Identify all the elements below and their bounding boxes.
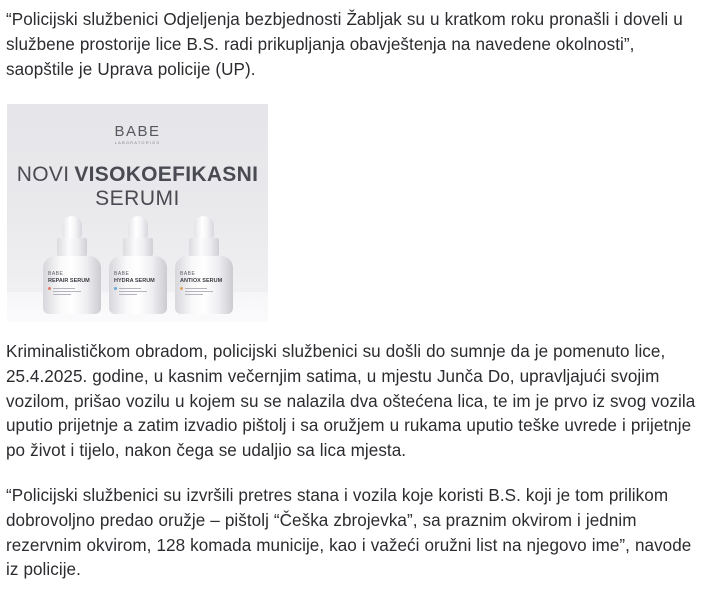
bottle-brand-label: BABE <box>180 271 196 277</box>
bottle-product-name: REPAIR SERUM <box>48 278 90 284</box>
bottle-fine-print <box>185 291 213 292</box>
bottle-fine-print <box>185 294 203 295</box>
ad-headline-light-word: NOVI <box>16 163 70 186</box>
article-paragraph-1: “Policijski službenici Odjeljenja bezbjednosti Žabljak su u kratkom roku pronašli i doveli u službene prostorije lice B.S. radi prikupljanja obavještenja na navedene okolnosti”, saopštile je Uprava policije (UP). <box>6 10 683 79</box>
ad-brand-subtitle: LABORATORIOS <box>114 140 161 145</box>
bottle-collar <box>189 238 219 256</box>
bottle-body <box>43 256 101 314</box>
bottle-fine-print <box>53 291 81 292</box>
ad-brand-logo: BABE <box>114 123 161 140</box>
bottle-body <box>175 256 233 314</box>
bottle-fine-print <box>53 294 71 295</box>
bottle-accent-dot <box>180 287 183 290</box>
bottle-accent-dot <box>114 287 117 290</box>
ad-headline-line-1 <box>7 164 268 186</box>
bottle-body <box>109 256 167 314</box>
ad-headline-bold-word: VISOKOEFIKASNI <box>74 163 259 186</box>
serum-advertisement-banner[interactable] <box>7 104 268 322</box>
bottle-accent-dot <box>48 287 51 290</box>
bottle-brand-label: BABE <box>114 271 130 277</box>
article-paragraph-2: Kriminalističkom obradom, policijski službenici su došli do sumnje da je pomenuto lice, 25.4.2025. godine, u kasnim večernjim satima, u mjestu Junča Do, upravljajući svojim vozilom, prišao vozilu u kojem su se nalazila dva oštećena lica, te im je prvo iz svog vozila uputio prijetnje a zatim izvadio pištolj i sa oružjem u rukama uputio teške uvrede i prijetnje po život i tijelo, nakon čega se udaljio sa lica mjesta. <box>6 342 696 461</box>
bottle-collar <box>123 238 153 256</box>
bottle-product-name: ANTIOX SERUM <box>180 278 223 284</box>
dropper-cap <box>128 216 148 238</box>
dropper-cap <box>194 216 214 238</box>
bottle-product-name: HYDRA SERUM <box>114 278 155 284</box>
article-paragraph-3: “Policijski službenici su izvršili pretres stana i vozila koje koristi B.S. koji je tom prilikom dobrovoljno predao oružje – pištolj “Češka zbrojevka”, sa praznim okvirom i jednim rezervnim okvirom, 128 komada municije, kao i važeći oružni list na njegovo ime”, navode iz policije. <box>6 486 692 580</box>
bottle-collar <box>57 238 87 256</box>
bottle-fine-print <box>53 288 75 289</box>
bottle-fine-print <box>119 294 137 295</box>
bottle-fine-print <box>185 288 207 289</box>
bottle-brand-label: BABE <box>48 271 64 277</box>
dropper-cap <box>62 216 82 238</box>
ad-headline-line-2: SERUMI <box>95 187 180 210</box>
bottle-fine-print <box>119 288 141 289</box>
bottle-fine-print <box>119 291 147 292</box>
